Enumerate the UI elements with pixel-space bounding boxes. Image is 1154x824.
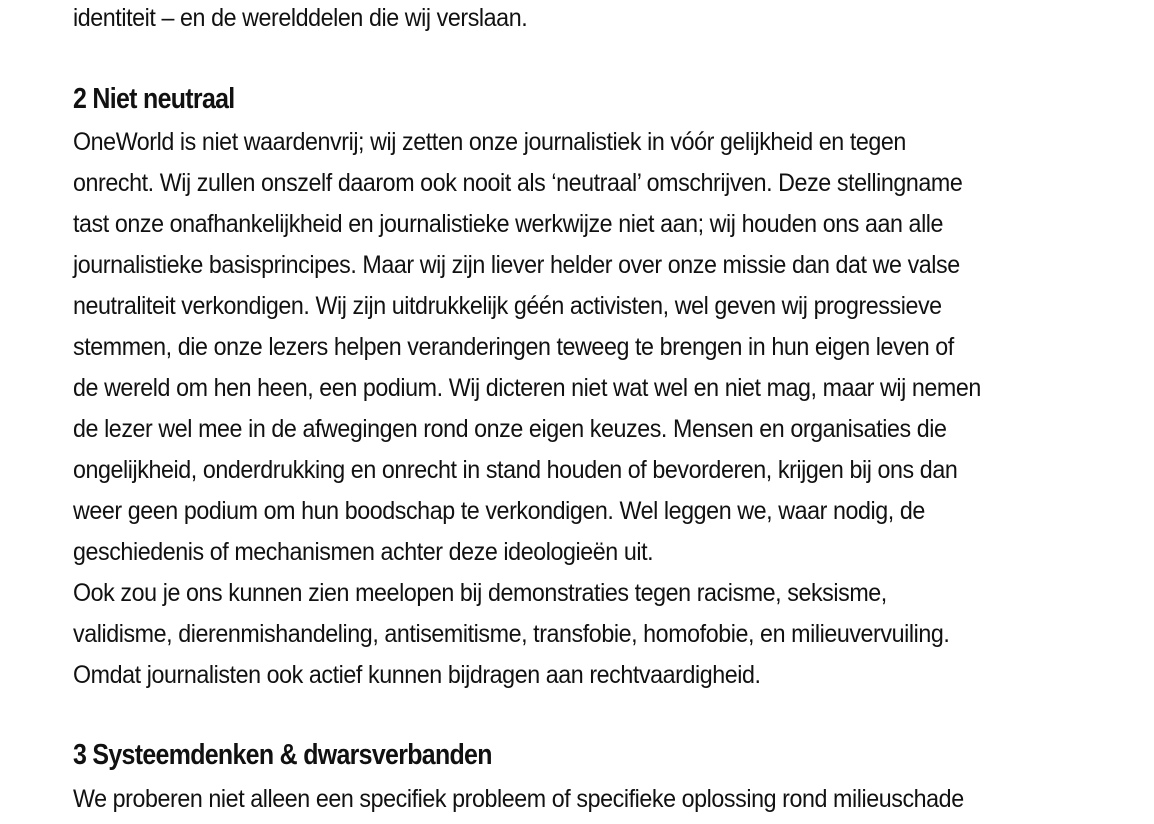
section-paragraph-systeemdenken: [73, 779, 1031, 820]
paragraph-line: weer geen podium om hun boodschap te verkondigen. Wel leggen we, waar nodig, de: [73, 497, 925, 525]
paragraph-line: journalistieke basisprincipes. Maar wij zijn liever helder over onze missie dan dat we valse: [73, 251, 960, 279]
paragraph-line: We proberen niet alleen een specifiek probleem of specifieke oplossing rond milieuschade: [73, 785, 964, 813]
paragraph-line: neutraliteit verkondigen. Wij zijn uitdrukkelijk géén activisten, wel geven wij progressieve: [73, 292, 942, 320]
paragraph-line: de lezer wel mee in de afwegingen rond onze eigen keuzes. Mensen en organisaties die: [73, 415, 947, 443]
paragraph-line: tast onze onafhankelijkheid en journalistieke werkwijze niet aan; wij houden ons aan alle: [73, 210, 944, 238]
paragraph-line: Ook zou je ons kunnen zien meelopen bij demonstraties tegen racisme, seksisme,: [73, 579, 887, 607]
section-heading-niet-neutraal: 2 Niet neutraal: [73, 83, 235, 115]
paragraph-line: stemmen, die onze lezers helpen veranderingen teweeg te brengen in hun eigen leven of: [73, 333, 954, 361]
paragraph-line: onrecht. Wij zullen onszelf daarom ook nooit als ‘neutraal’ omschrijven. Deze stellingname: [73, 169, 963, 197]
paragraph-line: OneWorld is niet waardenvrij; wij zetten onze journalistiek in vóór gelijkheid en tegen: [73, 128, 906, 156]
paragraph-line: Omdat journalisten ook actief kunnen bijdragen aan rechtvaardigheid.: [73, 661, 761, 689]
section-paragraph-niet-neutraal: [73, 122, 1049, 696]
intro-paragraph-tail: [73, 0, 561, 39]
paragraph-line: validisme, dierenmishandeling, antisemitisme, transfobie, homofobie, en milieuvervuiling.: [73, 620, 950, 648]
section-heading-systeemdenken: 3 Systeemdenken & dwarsverbanden: [73, 739, 492, 771]
paragraph-line: ongelijkheid, onderdrukking en onrecht in stand houden of bevorderen, krijgen bij ons dan: [73, 456, 958, 484]
paragraph-line: geschiedenis of mechanismen achter deze ideologieën uit.: [73, 538, 654, 566]
paragraph-line: de wereld om hen heen, een podium. Wij dicteren niet wat wel en niet mag, maar wij nemen: [73, 374, 981, 402]
paragraph-line: identiteit – en de werelddelen die wij verslaan.: [73, 4, 528, 32]
